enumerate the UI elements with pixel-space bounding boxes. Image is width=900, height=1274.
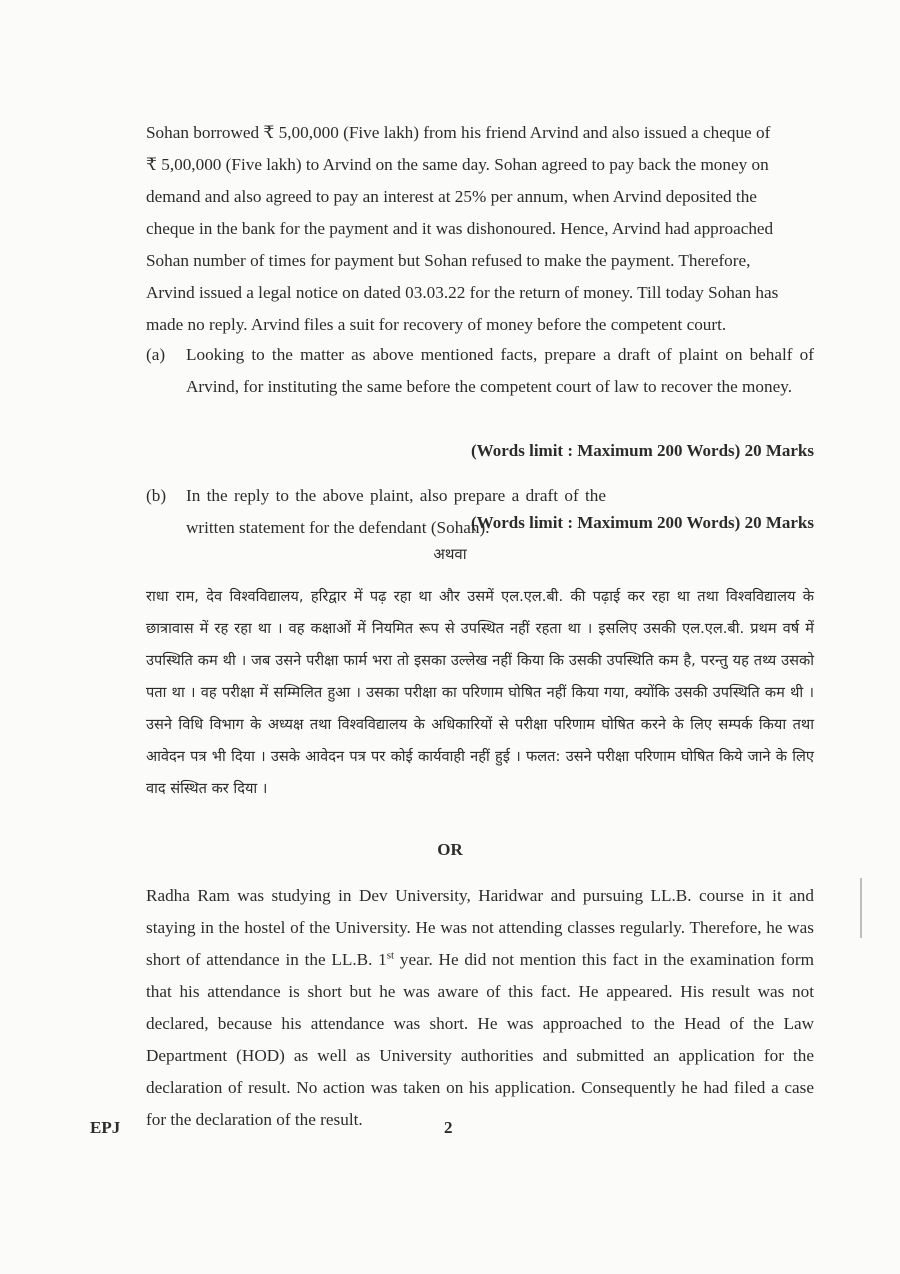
problem-intro xyxy=(146,117,814,341)
intro-line: cheque in the bank for the payment and it was dishonoured. Hence, Arvind had approached xyxy=(146,219,774,238)
part-b-label: (b) xyxy=(146,486,167,505)
scan-edge-mark xyxy=(860,878,862,938)
english-paragraph-end: year. He did not mention this fact in the examination form that his attendance is short but he was aware of this fact. He appeared. His result was not declared, because his attendance was short. He was approached to the Head of the Law Department (HOD) as well as University authorities and submitted an application for the declaration of result. No action was taken on his application. Consequently he had filed a case for the declaration of the result. xyxy=(146,950,814,1129)
intro-line: Sohan number of times for payment but Sohan refused to make the payment. Therefore, xyxy=(146,251,751,270)
intro-line: demand and also agreed to pay an interest at 25% per annum, when Arvind deposited the xyxy=(146,187,757,206)
or-divider-english: OR xyxy=(437,840,463,859)
intro-line: Arvind issued a legal notice on dated 03.03.22 for the return of money. Till today Sohan has xyxy=(146,283,779,302)
part-b-text: In the reply to the above plaint, also prepare a draft of the written statement for the defendant (Sohan). xyxy=(186,486,606,537)
english-paragraph xyxy=(146,880,814,1136)
part-a-marks: (Words limit : Maximum 200 Words) 20 Marks xyxy=(471,441,814,460)
intro-line: ₹ 5,00,000 (Five lakh) to Arvind on the same day. Sohan agreed to pay back the money on xyxy=(146,155,769,174)
question-part-a xyxy=(146,339,814,403)
part-b-marks: (Words limit : Maximum 200 Words) 20 Marks xyxy=(471,513,814,532)
intro-line: made no reply. Arvind files a suit for recovery of money before the competent court. xyxy=(146,315,727,334)
page-number: 2 xyxy=(444,1118,453,1137)
intro-line: Sohan borrowed ₹ 5,00,000 (Five lakh) from his friend Arvind and also issued a cheque of xyxy=(146,123,771,142)
or-divider-hindi: अथवा xyxy=(433,545,467,563)
ordinal-superscript: st xyxy=(386,949,395,962)
part-a-label: (a) xyxy=(146,345,166,364)
part-a-text: Looking to the matter as above mentioned facts, prepare a draft of plaint on behalf of Arvind, for instituting the same before the competent court of law to recover the money. xyxy=(186,345,814,396)
paper-code: EPJ xyxy=(90,1118,121,1137)
english-paragraph-start: Radha Ram was studying in Dev University, Haridwar and pursuing LL.B. course in it and staying in the hostel of the University. He was not attending classes regularly. Therefore, he was short of attendance in the LL.B. 1 xyxy=(146,886,814,969)
hindi-paragraph: राधा राम, देव विश्वविद्यालय, हरिद्वार में पढ़ रहा था और उसमें एल.एल.बी. की पढ़ाई कर रहा था तथा विश्वविद्यालय के छात्रावास में रह रहा था । वह कक्षाओं में नियमित रूप से उपस्थित नहीं रहता था । इसलिए उसकी एल.एल.बी. प्रथम वर्ष में उपस्थिति कम थी । जब उसने परीक्षा फार्म भरा तो इसका उल्लेख नहीं किया कि उसकी उपस्थिति कम है, परन्तु यह तथ्य उसको पता था । वह परीक्षा में सम्मिलित हुआ । उसका परीक्षा का परिणाम घोषित नहीं किया गया, क्योंकि उसकी उपस्थिति कम थी । उसने विधि विभाग के अध्यक्ष तथा विश्वविद्यालय के अधिकारियों से परीक्षा परिणाम घोषित करने के लिए सम्पर्क किया तथा आवेदन पत्र भी दिया । उसके आवेदन पत्र पर कोई कार्यवाही नहीं हुई । फलत: उसने परीक्षा परिणाम घोषित किये जाने के लिए वाद संस्थित कर दिया । xyxy=(146,588,815,797)
